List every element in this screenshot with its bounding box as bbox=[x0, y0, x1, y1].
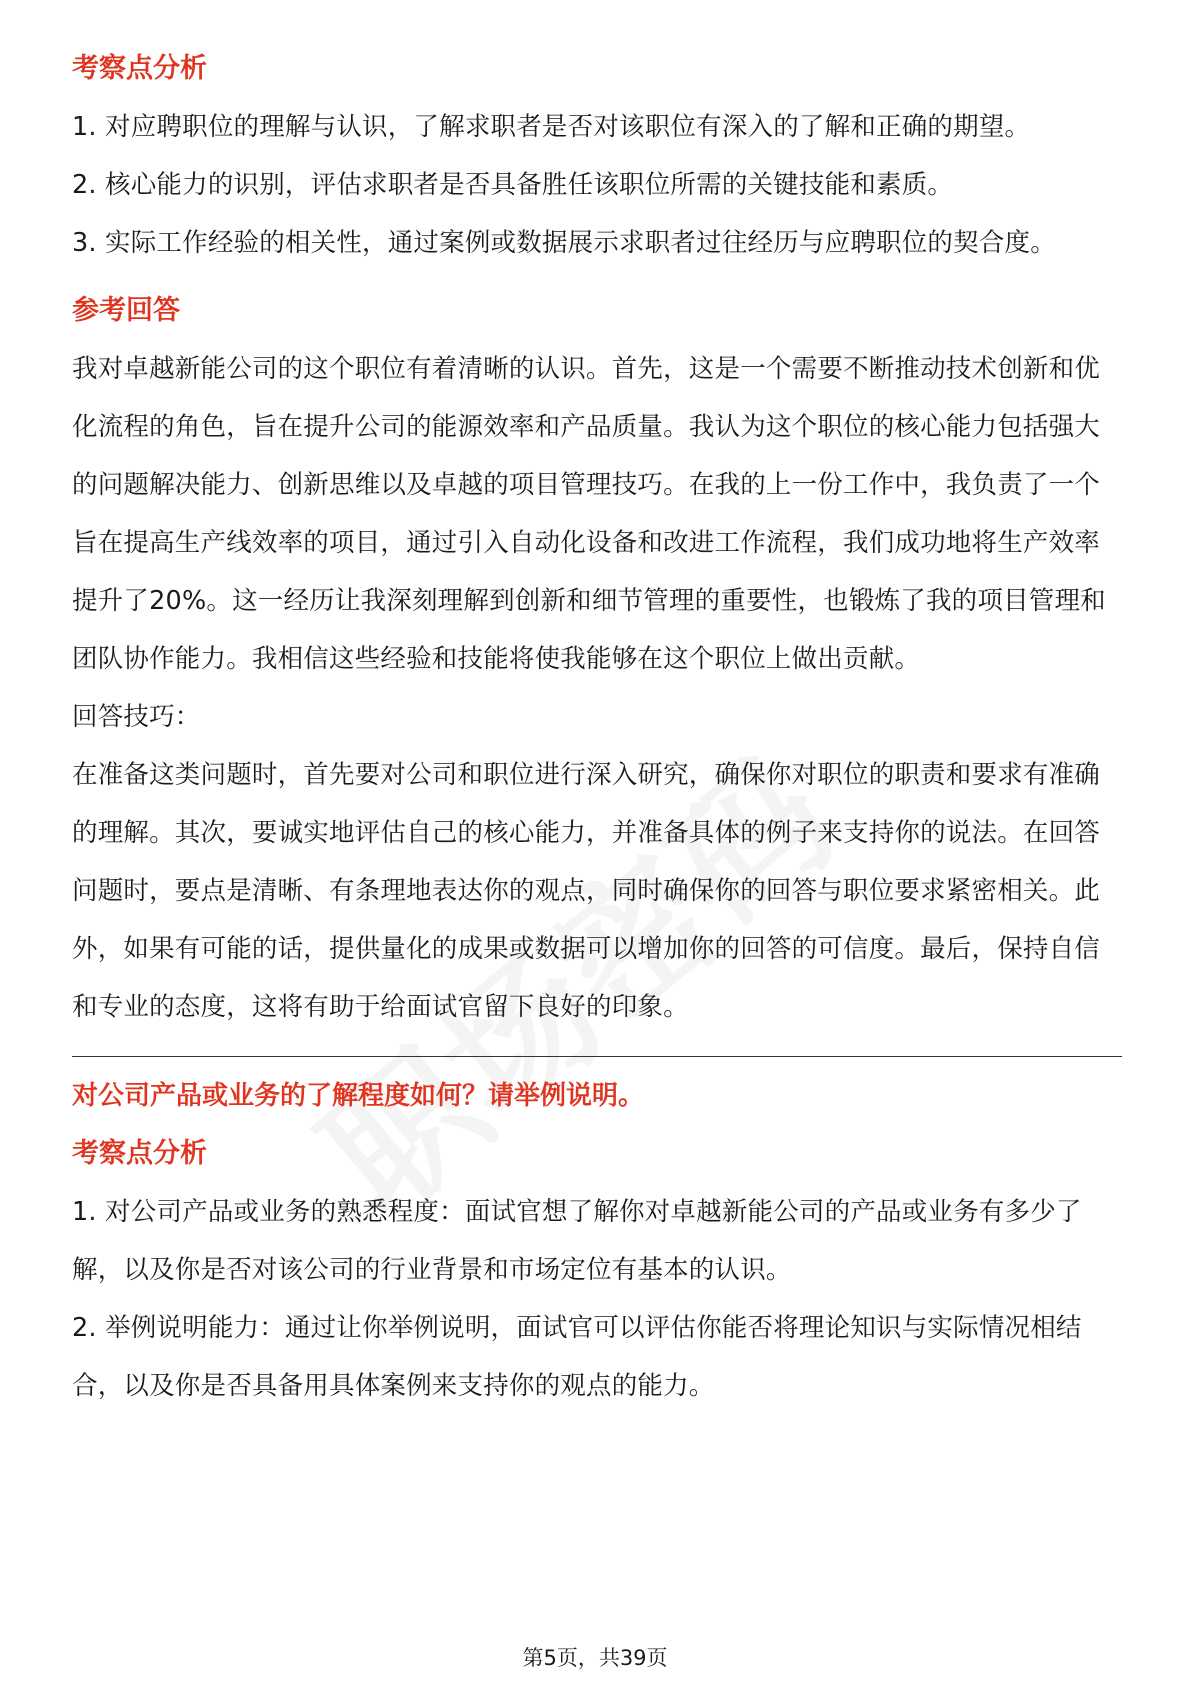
section-divider bbox=[72, 1056, 1122, 1057]
analysis-item: 1. 对公司产品或业务的熟悉程度：面试官想了解你对卓越新能公司的产品或业务有多少了解，以及你是否对该公司的行业背景和市场定位有基本的认识。 bbox=[72, 1197, 1082, 1285]
analysis-item: 3. 实际工作经验的相关性，通过案例或数据展示求职者过往经历与应聘职位的契合度。 bbox=[72, 228, 1056, 258]
analysis-item: 2. 核心能力的识别，评估求职者是否具备胜任该职位所需的关键技能和素质。 bbox=[72, 170, 954, 200]
document-page bbox=[72, 40, 1122, 1415]
analysis-item: 2. 举例说明能力：通过让你举例说明，面试官可以评估你能否将理论知识与实际情况相结合，以及你是否具备用具体案例来支持你的观点的能力。 bbox=[72, 1313, 1082, 1401]
tips-text: 在准备这类问题时，首先要对公司和职位进行深入研究，确保你对职位的职责和要求有准确的理解。其次，要诚实地评估自己的核心能力，并准备具体的例子来支持你的说法。在回答问题时，要点是清晰、有条理地表达你的观点，同时确保你的回答与职位要求紧密相关。此外，如果有可能的话，提供量化的成果或数据可以增加你的回答的可信度。最后，保持自信和专业的态度，这将有助于给面试官留下良好的印象。 bbox=[72, 760, 1101, 1022]
page-footer: 第5页，共39页 bbox=[522, 1646, 668, 1670]
answer-text: 我对卓越新能公司的这个职位有着清晰的认识。首先，这是一个需要不断推动技术创新和优化流程的角色，旨在提升公司的能源效率和产品质量。我认为这个职位的核心能力包括强大的问题解决能力、创新思维以及卓越的项目管理技巧。在我的上一份工作中，我负责了一个旨在提高生产线效率的项目，通过引入自动化设备和改进工作流程，我们成功地将生产效率提升了20%。这一经历让我深刻理解到创新和细节管理的重要性，也锻炼了我的项目管理和团队协作能力。我相信这些经验和技能将使我能够在这个职位上做出贡献。 bbox=[72, 354, 1106, 674]
analysis-heading: 考察点分析 bbox=[72, 1138, 207, 1169]
analysis-heading: 考察点分析 bbox=[72, 53, 207, 84]
analysis-item: 1. 对应聘职位的理解与认识，了解求职者是否对该职位有深入的了解和正确的期望。 bbox=[72, 112, 1031, 142]
answer-heading: 参考回答 bbox=[72, 295, 180, 326]
tips-label: 回答技巧： bbox=[72, 702, 201, 732]
question-title: 对公司产品或业务的了解程度如何？请举例说明。 bbox=[72, 1081, 645, 1111]
